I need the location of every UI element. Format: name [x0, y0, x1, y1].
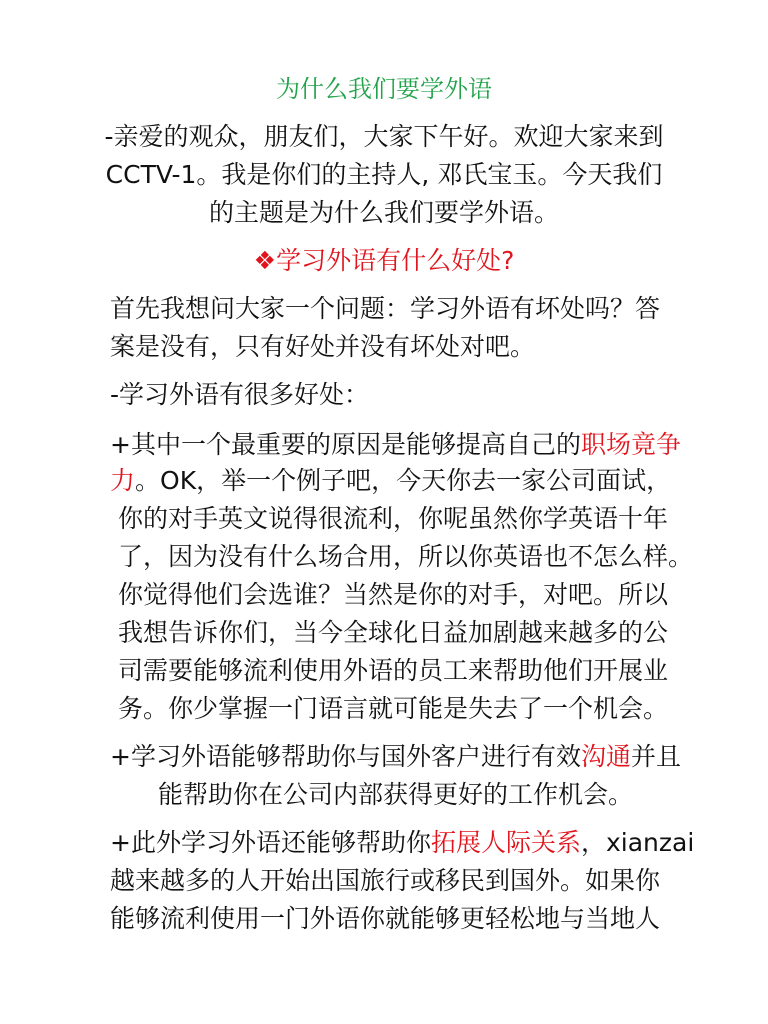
point1-highlight-b: 力 [110, 466, 136, 495]
question-line-1: 首先我想问大家一个问题：学习外语有坏处吗？答 [110, 294, 661, 323]
point2-line-2: 能帮助你在公司内部获得更好的工作机会。 [158, 780, 634, 809]
point1-line-6: 我想告诉你们，当今全球化日益加剧越来越多的公 [118, 618, 669, 647]
point3-line-3: 能够流利使用一门外语你就能够更轻松地与当地人 [110, 904, 661, 933]
point2-line-1 [110, 740, 681, 774]
point1-text-b: 。OK，举一个例子吧，今天你去一家公司面试， [135, 466, 672, 495]
section-heading: ❖学习外语有什么好处? [253, 246, 515, 275]
point1-text-a: +其中一个最重要的原因是能够提高自己的 [110, 430, 581, 459]
point1-line-4: 了，因为没有什么场合用，所以你英语也不怎么样。 [118, 542, 694, 571]
point1-line-5: 你觉得他们会选谁？当然是你的对手，对吧。所以 [118, 580, 669, 609]
intro-line-1: -亲爱的观众，朋友们，大家下午好。欢迎大家来到 [104, 122, 664, 151]
point3-line-2: 越来越多的人开始出国旅行或移民到国外。如果你 [110, 866, 661, 895]
intro-line-2: CCTV-1。我是你们的主持人, 邓氏宝玉。今天我们 [105, 160, 663, 189]
point3-text-b: ，xianzai [580, 828, 695, 857]
benefits-intro: -学习外语有很多好处： [110, 380, 370, 409]
intro-line-3: 的主题是为什么我们要学外语。 [208, 198, 559, 227]
point2-text-b: 并且 [630, 742, 681, 771]
point1-highlight-a: 职场竟争 [580, 430, 681, 459]
point1-line-2 [110, 464, 671, 498]
doc-title: 为什么我们要学外语 [276, 75, 492, 103]
point3-highlight: 拓展人际关系 [430, 828, 581, 857]
point1-line-1 [110, 428, 681, 462]
point2-highlight: 沟通 [580, 742, 631, 771]
point1-line-7: 司需要能够流利使用外语的员工来帮助他们开展业 [118, 656, 669, 685]
point1-line-3: 你的对手英文说得很流利，你呢虽然你学英语十年 [118, 504, 669, 533]
point3-text-a: +此外学习外语还能够帮助你 [110, 828, 431, 857]
point2-text-a: +学习外语能够帮助你与国外客户进行有效 [110, 742, 581, 771]
question-line-2: 案是没有，只有好处并没有坏处对吧。 [110, 332, 536, 361]
point3-line-1 [110, 826, 694, 860]
point1-line-8: 务。你少掌握一门语言就可能是失去了一个机会。 [118, 694, 669, 723]
